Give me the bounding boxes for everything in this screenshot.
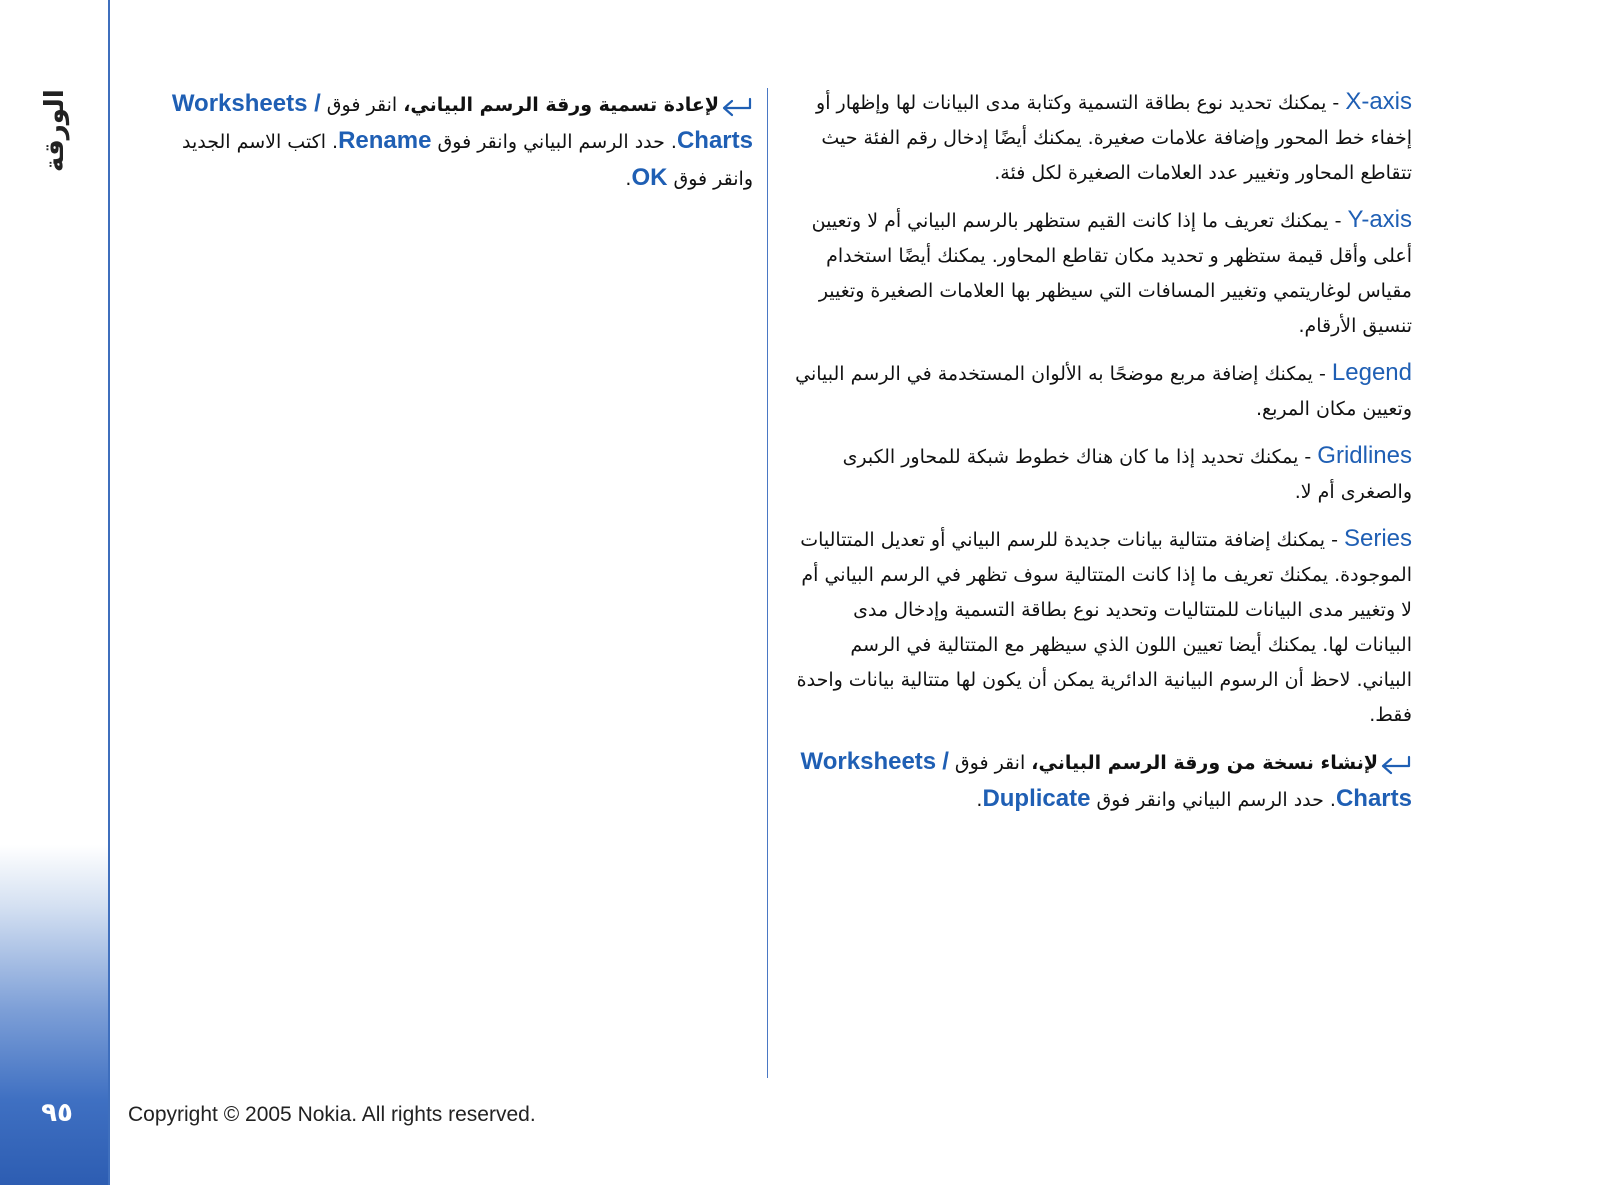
sidebar (0, 0, 110, 1185)
left-column (138, 86, 753, 208)
instruction-text: انقر فوق (948, 752, 1032, 774)
paragraph-legend (790, 355, 1412, 427)
paragraph-gridlines (790, 438, 1412, 510)
term-gridlines: Gridlines (1317, 442, 1412, 469)
instruction-duplicate (790, 744, 1412, 818)
instruction-text: . اكتب الاسم الجديد وانقر فوق (181, 131, 753, 190)
instruction-text: انقر فوق (320, 94, 404, 116)
instruction-text: . حدد الرسم البياني وانقر فوق (431, 131, 677, 153)
menu-worksheets: Worksheets (800, 748, 937, 775)
paragraph-text: - يمكنك إضافة مربع موضحًا به الألوان المستخدمة في الرسم البياني وتعيين مكان المربع. (795, 363, 1412, 420)
button-ok: OK (631, 164, 668, 191)
term-y-axis: Y-axis (1347, 206, 1412, 233)
instruction-text: . (976, 789, 983, 811)
paragraph-x-axis (790, 84, 1412, 191)
paragraph-text: - يمكنك تعريف ما إذا كانت القيم ستظهر بالرسم البياني أم لا وتعيين أعلى وأقل قيمة ستظهر و تحديد مكان تقاطع المحاور. يمكنك أيضًا استخدام مقياس لوغاريتمي وتغيير المسافات التي سيظهر بها العلامات الصغيرة وتغيير تنسيق الأرقام. (811, 210, 1412, 337)
paragraph-series (790, 521, 1412, 733)
instruction-rename (138, 86, 753, 197)
right-column (790, 84, 1412, 829)
paragraph-text: - يمكنك إضافة متتالية بيانات جديدة للرسم البياني أو تعديل المتتاليات الموجودة. يمكنك تعريف ما إذا كانت المتتالية سوف تظهر في الرسم البياني أم لا وتغيير مدى البيانات للمتتاليات وتحديد نوع بطاقة التسمية وإدخال مدى البيانات لها. يمكنك أيضا تعيين اللون الذي سيظهر مع المتتالية في الرسم البياني. لاحظ أن الرسوم البيانية الدائرية يمكن أن يكون لها متتالية بيانات واحدة فقط. (796, 529, 1412, 726)
return-arrow-icon (719, 95, 753, 117)
term-series: Series (1343, 525, 1412, 552)
menu-charts: / Charts (942, 748, 1412, 812)
section-title: الورقة (40, 89, 70, 172)
copyright-footer: Copyright © 2005 Nokia. All rights reserved. (128, 1103, 536, 1126)
term-legend: Legend (1331, 359, 1412, 386)
menu-charts: Charts (676, 127, 753, 154)
column-divider (767, 88, 768, 1078)
instruction-text: . (625, 168, 632, 190)
page-number: ٩٥ (41, 1098, 73, 1128)
instruction-lead: لإعادة تسمية ورقة الرسم البياني، (403, 94, 719, 116)
paragraph-text: - يمكنك تحديد إذا ما كان هناك خطوط شبكة للمحاور الكبرى والصغرى أم لا. (842, 446, 1412, 503)
instruction-text: . حدد الرسم البياني وانقر فوق (1090, 789, 1336, 811)
return-arrow-icon (1378, 753, 1412, 775)
menu-worksheets: Worksheets / (171, 90, 321, 117)
menu-duplicate: Duplicate (982, 785, 1091, 812)
instruction-lead: لإنشاء نسخة من ورقة الرسم البياني، (1031, 752, 1378, 774)
paragraph-y-axis (790, 202, 1412, 344)
menu-rename: Rename (338, 127, 432, 154)
paragraph-text: - يمكنك تحديد نوع بطاقة التسمية وكتابة مدى البيانات لها وإظهار أو إخفاء خط المحور وإضافة علامات صغيرة. يمكنك أيضًا إدخال رقم الفئة حيث تتقاطع المحاور وتغيير عدد العلامات الصغيرة لكل فئة. (816, 92, 1412, 184)
term-x-axis: X-axis (1345, 88, 1412, 115)
